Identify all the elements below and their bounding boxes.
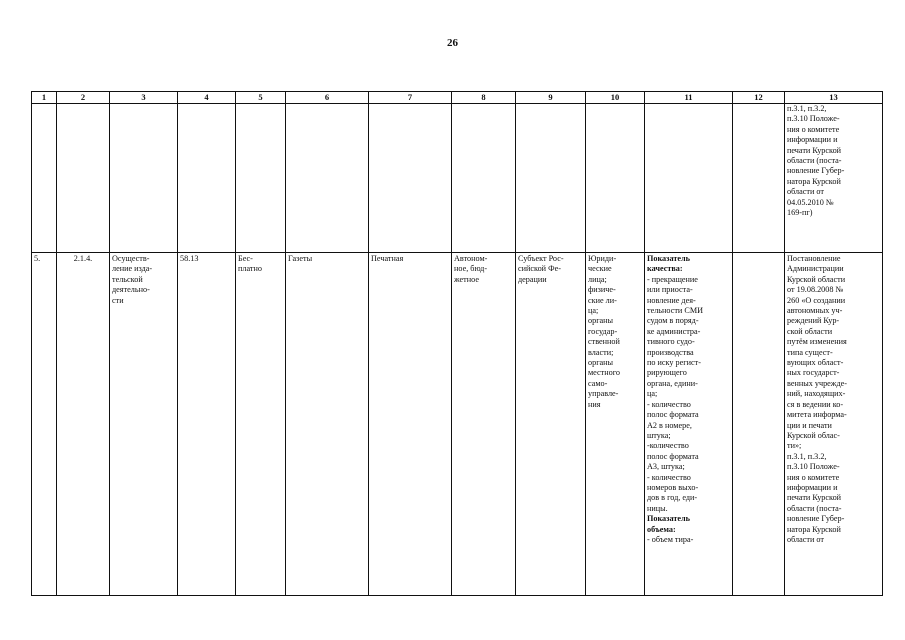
cell-text-line: ных государст- [787, 368, 840, 378]
cell-text-line: области от [787, 187, 824, 197]
cell-text-line: деятельно- [112, 285, 150, 295]
cell-text-line: Субъект Рос- [518, 254, 564, 263]
cell-text-line: реждений Кур- [787, 316, 840, 326]
column-header: 4 [178, 92, 236, 104]
cell-text-line: области (поста- [787, 503, 842, 513]
cell-text-line: объема: [647, 524, 676, 534]
legal-basis-cell [785, 253, 883, 596]
cell-text-line: ния [588, 399, 601, 409]
cell-text-line: дов в год, еди- [647, 493, 698, 503]
cell-text-line: Постановление [787, 254, 841, 263]
cell-text-line: 04.05.2010 № [787, 197, 834, 207]
cell-text-line: ственной [588, 337, 620, 347]
cell-text-line: п.3.1, п.3.2, [787, 451, 827, 461]
cell-text-line: тельности СМИ [647, 306, 704, 316]
cell-text-line: судом в поряд- [647, 316, 699, 326]
cell-text-line: ти»; [787, 441, 802, 451]
cell-text-line: печати Курской [787, 493, 842, 503]
table-cell [733, 104, 785, 253]
cell-text-line: качества: [647, 264, 683, 274]
cell-text-line: рирующего [647, 368, 687, 378]
table-cell [452, 104, 516, 253]
cell-text-line: - объем тира- [647, 534, 694, 544]
cell-text-line: само- [588, 378, 608, 388]
legal-basis-cell [785, 104, 883, 253]
cell-text-line: ся в ведении ко- [787, 399, 844, 409]
cell-text-line: полос формата [647, 410, 699, 420]
cell-text-line: ца; [588, 306, 599, 316]
payment-cell [236, 253, 286, 596]
cell-text-line: ний, находящих- [787, 389, 846, 399]
cell-text-line: ное, бюд- [454, 264, 488, 274]
cell-text-line: сийской Фе- [518, 264, 561, 274]
column-header: 7 [369, 92, 452, 104]
cell-text-line: ния о комитете [787, 124, 840, 134]
cell-text-line: Осуществ- [112, 254, 150, 263]
cell-text-line: тивного судо- [647, 337, 695, 347]
cell-text-line: Администрации [787, 264, 844, 274]
table-cell [286, 104, 369, 253]
cell-text-line: ление изда- [112, 264, 153, 274]
cell-text-line: Курской облас- [787, 430, 840, 440]
cell-text-line: производства [647, 347, 694, 357]
column-header: 11 [645, 92, 733, 104]
column-header: 3 [110, 92, 178, 104]
table-cell [110, 104, 178, 253]
column-header: 13 [785, 92, 883, 104]
cell-text-line: штука; [647, 430, 671, 440]
cell-text-line: или приоста- [647, 285, 693, 295]
cell-text-line: тельской [112, 274, 143, 284]
cell-text-line: области от [787, 534, 824, 544]
cell-text-line: области (поста- [787, 156, 842, 166]
cell-text-line: - количество [647, 399, 691, 409]
column-header: 10 [586, 92, 645, 104]
cell-text-line: типа сущест- [787, 347, 833, 357]
cell-text-line: управле- [588, 389, 619, 399]
cell-text-line: п.3.10 Положе- [787, 114, 840, 124]
content-cell: Газеты [286, 253, 369, 596]
cell-text-line: информации и [787, 482, 838, 492]
cell-text-line: ской области [787, 326, 833, 336]
cell-text-line: - прекращение [647, 274, 698, 284]
row-number-cell: 5. [32, 253, 57, 596]
cell-text-line: путём изменения [787, 337, 847, 347]
cell-text-line: Автоном- [454, 254, 488, 263]
cell-text-line: органы [588, 316, 614, 326]
cell-text-line: номеров выхо- [647, 482, 699, 492]
table-cell [586, 104, 645, 253]
cell-text-line: натора Курской [787, 524, 841, 534]
cell-text-line: органа, едини- [647, 378, 698, 388]
cell-text-line: А3, штука; [647, 462, 685, 472]
cell-text-line: платно [238, 264, 262, 274]
table-row-continued [32, 104, 883, 253]
cell-text-line: Курской области [787, 274, 846, 284]
cell-text-line: полос формата [647, 451, 699, 461]
cell-text-line: 169-пг) [787, 208, 813, 218]
cell-text-line: - количество [647, 472, 691, 482]
header-row [32, 92, 883, 104]
column-header: 12 [733, 92, 785, 104]
founder-cell [516, 253, 586, 596]
table-cell [733, 253, 785, 596]
cell-text-line: новление Губер- [787, 514, 845, 524]
table-cell [178, 104, 236, 253]
cell-text-line: вующих област- [787, 358, 844, 368]
cell-text-line: ке администра- [647, 326, 701, 336]
form-cell: Печатная [369, 253, 452, 596]
service-name-cell [110, 253, 178, 596]
indicators-cell [645, 253, 733, 596]
cell-text-line: 260 «О создании [787, 295, 846, 305]
cell-text-line: от 19.08.2008 № [787, 285, 844, 295]
cell-text-line: А2 в номере, [647, 420, 692, 430]
cell-text-line: по иску регист- [647, 358, 701, 368]
column-header: 1 [32, 92, 57, 104]
table-row [32, 253, 883, 596]
cell-text-line: Бес- [238, 254, 253, 263]
cell-text-line: Показатель [647, 514, 690, 524]
cell-text-line: ницы. [647, 503, 668, 513]
column-header: 6 [286, 92, 369, 104]
cell-text-line: ца; [647, 389, 658, 399]
document-table [31, 91, 883, 596]
table-cell [57, 104, 110, 253]
cell-text-line: органы [588, 358, 614, 368]
table-cell [645, 104, 733, 253]
cell-text-line: митета информа- [787, 410, 847, 420]
column-header: 2 [57, 92, 110, 104]
cell-text-line: лица; [588, 274, 607, 284]
cell-text-line: печати Курской [787, 145, 842, 155]
cell-text-line: ния о комитете [787, 472, 840, 482]
cell-text-line: -количество [647, 441, 689, 451]
cell-text-line: Юриди- [588, 254, 617, 263]
cell-text-line: автономных уч- [787, 306, 843, 316]
cell-text-line: венных учрежде- [787, 378, 847, 388]
cell-text-line: ции и печати [787, 420, 832, 430]
cell-text-line: местного [588, 368, 620, 378]
cell-text-line: ские ли- [588, 295, 617, 305]
cell-text-line: п.3.1, п.3.2, [787, 104, 827, 113]
cell-text-line: дерации [518, 274, 547, 284]
cell-text-line: ческие [588, 264, 612, 274]
column-header: 9 [516, 92, 586, 104]
consumers-cell [586, 253, 645, 596]
cell-text-line: натора Курской [787, 176, 841, 186]
column-header: 8 [452, 92, 516, 104]
cell-text-line: информации и [787, 135, 838, 145]
code-cell: 2.1.4. [57, 253, 110, 596]
cell-text-line: Показатель [647, 254, 690, 263]
table-cell [236, 104, 286, 253]
cell-text-line: физиче- [588, 285, 616, 295]
page-number: 26 [447, 37, 458, 49]
cell-text-line: государ- [588, 326, 618, 336]
cell-text-line: жетное [454, 274, 479, 284]
cell-text-line: сти [112, 295, 124, 305]
cell-text-line: власти; [588, 347, 614, 357]
institution-type-cell [452, 253, 516, 596]
table-cell [32, 104, 57, 253]
table-cell [516, 104, 586, 253]
okved-cell: 58.13 [178, 253, 236, 596]
cell-text-line: новление дея- [647, 295, 696, 305]
cell-text-line: п.3.10 Положе- [787, 462, 840, 472]
column-header: 5 [236, 92, 286, 104]
table-cell [369, 104, 452, 253]
cell-text-line: новление Губер- [787, 166, 845, 176]
